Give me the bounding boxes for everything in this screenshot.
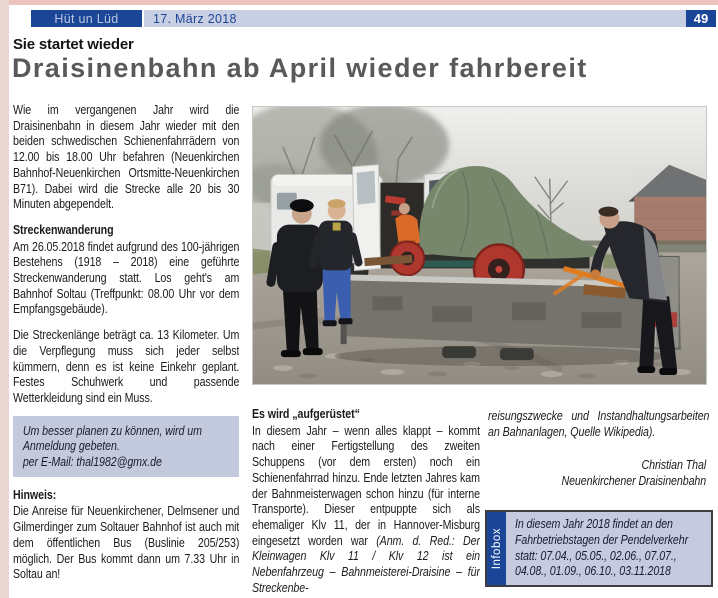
paragraph-note-continued: reisungszwecke und Instandhaltungsarbeiten an Bahnanlagen, Quelle Wikipedia). bbox=[488, 408, 710, 439]
infobox-label: Infobox bbox=[490, 527, 503, 570]
byline-organization: Neuenkirchener Draisinenbahn bbox=[561, 473, 707, 489]
column-left bbox=[13, 102, 239, 596]
infobox-body bbox=[506, 512, 711, 585]
masthead-badge bbox=[31, 10, 142, 27]
registration-note-text: Um besser planen zu können, wird um Anmeldung gebeten. bbox=[22, 422, 202, 454]
infobox-text: In diesem Jahr 2018 findet an den Fahrbetriebstagen der Pendelverkehr statt: 07.04., 05.05., 02.06., 07.07., 04.08., 01.09., 06.10., 03.11.2018 bbox=[515, 517, 689, 579]
paragraph-hint: Die Anreise für Neuenkirchener, Delmsener und Gilmerdinger zum Soltauer Bahnhof ist auch mit dem öffentlichen Bus (Buslinie 205/253) möglich. Der Bus kommt dann um 7.33 Uhr in Soltau an! bbox=[13, 503, 239, 582]
headline: Draisinenbahn ab April wieder fahrbereit bbox=[12, 53, 588, 83]
column-middle bbox=[252, 406, 480, 598]
page-number-badge bbox=[686, 10, 716, 27]
paragraph-walk-2: Die Streckenlänge beträgt ca. 13 Kilometer. Um die Verpflegung muss sich jeder selbst kümmern, denn es ist keine Einkehr geplant. Festes Schuhwerk und passende Wetterkleidung sind ein Muss. bbox=[13, 327, 239, 405]
registration-note-box bbox=[13, 416, 239, 477]
paragraph-upgrade-normal: In diesem Jahr – wenn alles klappt – kommt nach einer Fertigstellung des zweiten Schuppens (vor dem ersten) noch ein Schienenfahrrad hinzu. Ende letzten Jahres kam der Bahnmeisterwagen schon hinzu (für interne Transporte). Dieser entpuppte sich als ehemaliger Klv 11, der in Hannover-Misburg eingesetzt worden war bbox=[252, 422, 480, 548]
byline-name: Christian Thal bbox=[641, 457, 707, 473]
kicker: Sie startet wieder bbox=[13, 36, 134, 53]
registration-note-email: per E-Mail: thal1982@gmx.de bbox=[22, 454, 162, 470]
masthead-title: Hüt un Lüd bbox=[54, 11, 119, 26]
section-heading-hinweis: Hinweis: bbox=[13, 486, 57, 502]
black-cap bbox=[290, 199, 314, 212]
photo-illustration bbox=[253, 107, 706, 384]
scan-edge-top bbox=[8, 0, 718, 5]
infobox-label-bar bbox=[487, 512, 506, 585]
paragraph-walk-1: Am 26.05.2018 findet aufgrund des 100-jährigen Bestehens (1918 – 2018) eine geführte Streckenwanderung statt. Los geht's am Bahnhof Soltau (Treffpunkt: 08.00 Uhr vor dem Empfangsgebäude). bbox=[13, 238, 239, 317]
infobox bbox=[485, 510, 713, 587]
page-number: 49 bbox=[693, 11, 709, 26]
paragraph-upgrade bbox=[252, 423, 480, 596]
column-right bbox=[488, 408, 710, 514]
paragraph-intro: Wie im vergangenen Jahr wird die Draisinenbahn in diesem Jahr wieder mit den beiden schwedischen Schienenfahrrädern von 12.00 bis 18.00 Uhr befahren (Neuenkirchen Bahnhof-Neuenkirchen Ortsmitte-Neuenkirchen B71). Dabei wird die Strecke alle 20 bis 30 Minuten abgependelt. bbox=[13, 102, 239, 212]
scan-edge-left bbox=[0, 0, 9, 598]
article-photo bbox=[252, 106, 707, 385]
paragraph-upgrade-editors-note: (Anm. d. Red.: Der Kleinwagen Klv 11 / Klv 12 ist ein Nebenfahrzeug – Bahnmeisterei-Draisine – für Streckenbe- bbox=[252, 532, 480, 595]
issue-date: 17. März 2018 bbox=[153, 11, 237, 26]
section-heading-streckenwanderung: Streckenwanderung bbox=[13, 221, 114, 237]
date-bar bbox=[144, 10, 686, 27]
section-heading-aufgeruestet: Es wird „aufgerüstet“ bbox=[252, 406, 360, 421]
